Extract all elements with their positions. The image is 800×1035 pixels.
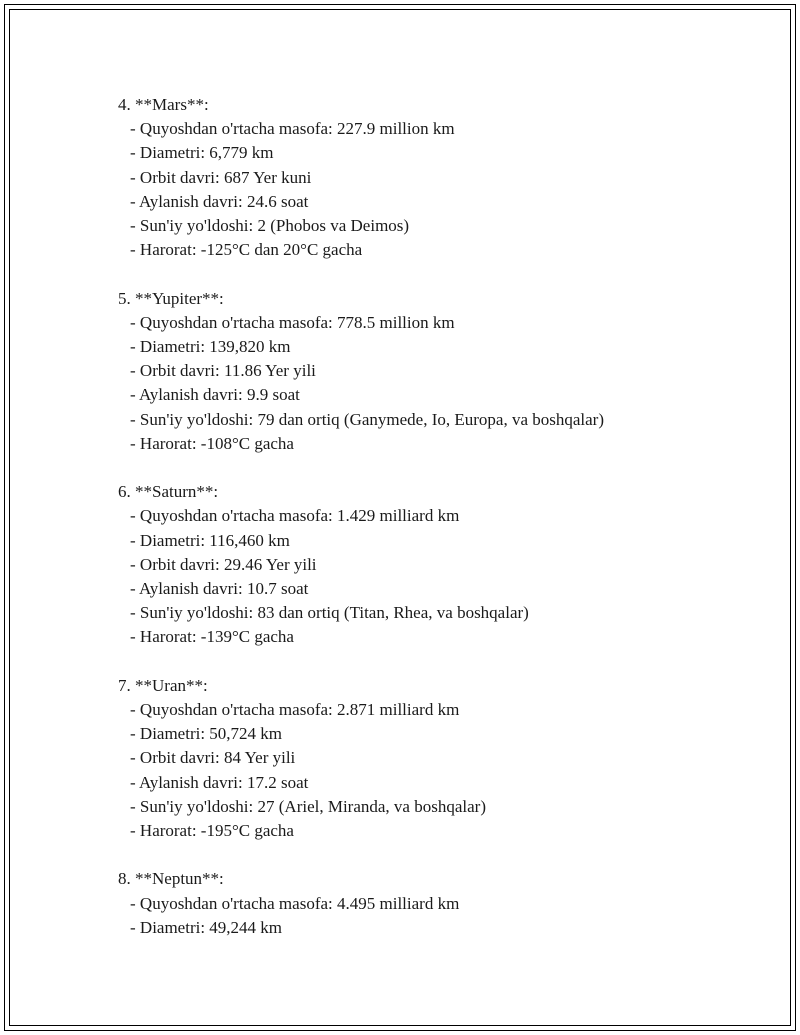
list-item: - Sun'iy yo'ldoshi: 83 dan ortiq (Titan, Rhea, va boshqalar) [130, 603, 529, 623]
list-item: - Quyoshdan o'rtacha masofa: 778.5 million km [130, 312, 455, 332]
list-item: - Harorat: -139°C gacha [130, 627, 294, 647]
list-item: - Diametri: 49,244 km [130, 917, 283, 937]
section-title: 8. **Neptun**: [118, 869, 224, 889]
planet-section-uran [118, 674, 758, 843]
section-title: 7. **Uran**: [118, 675, 208, 695]
list-item: - Orbit davri: 11.86 Yer yili [130, 361, 316, 381]
list-item: - Aylanish davri: 9.9 soat [130, 385, 300, 405]
list-item: - Harorat: -125°C dan 20°C gacha [130, 240, 363, 260]
list-item: - Harorat: -108°C gacha [130, 433, 294, 453]
list-item: - Aylanish davri: 10.7 soat [130, 579, 309, 599]
list-item: - Orbit davri: 84 Yer yili [130, 748, 296, 768]
list-item: - Quyoshdan o'rtacha masofa: 227.9 million km [130, 119, 455, 139]
list-item: - Sun'iy yo'ldoshi: 79 dan ortiq (Ganymede, Io, Europa, va boshqalar) [130, 409, 604, 429]
section-title: 6. **Saturn**: [118, 482, 219, 502]
list-item: - Aylanish davri: 24.6 soat [130, 191, 309, 211]
planet-section-saturn [118, 480, 758, 649]
list-item: - Quyoshdan o'rtacha masofa: 4.495 milliard km [130, 893, 460, 913]
section-title: 4. **Mars**: [118, 95, 209, 114]
list-item: - Aylanish davri: 17.2 soat [130, 772, 309, 792]
list-item: - Orbit davri: 687 Yer kuni [130, 167, 312, 187]
list-item: - Orbit davri: 29.46 Yer yili [130, 554, 317, 574]
section-title: 5. **Yupiter**: [118, 288, 224, 308]
list-item: - Diametri: 50,724 km [130, 724, 283, 744]
planet-section-mars [118, 93, 758, 262]
list-item: - Quyoshdan o'rtacha masofa: 2.871 milliard km [130, 700, 460, 720]
list-item: - Sun'iy yo'ldoshi: 27 (Ariel, Miranda, va boshqalar) [130, 796, 486, 816]
list-item: - Harorat: -195°C gacha [130, 821, 294, 841]
planet-section-yupiter [118, 287, 758, 456]
list-item: - Diametri: 116,460 km [130, 530, 290, 550]
list-item: - Diametri: 139,820 km [130, 337, 291, 357]
document-body [118, 93, 758, 964]
list-item: - Sun'iy yo'ldoshi: 2 (Phobos va Deimos) [130, 216, 410, 236]
planet-section-neptun [118, 867, 758, 940]
list-item: - Diametri: 6,779 km [130, 143, 274, 163]
list-item: - Quyoshdan o'rtacha masofa: 1.429 milliard km [130, 506, 460, 526]
